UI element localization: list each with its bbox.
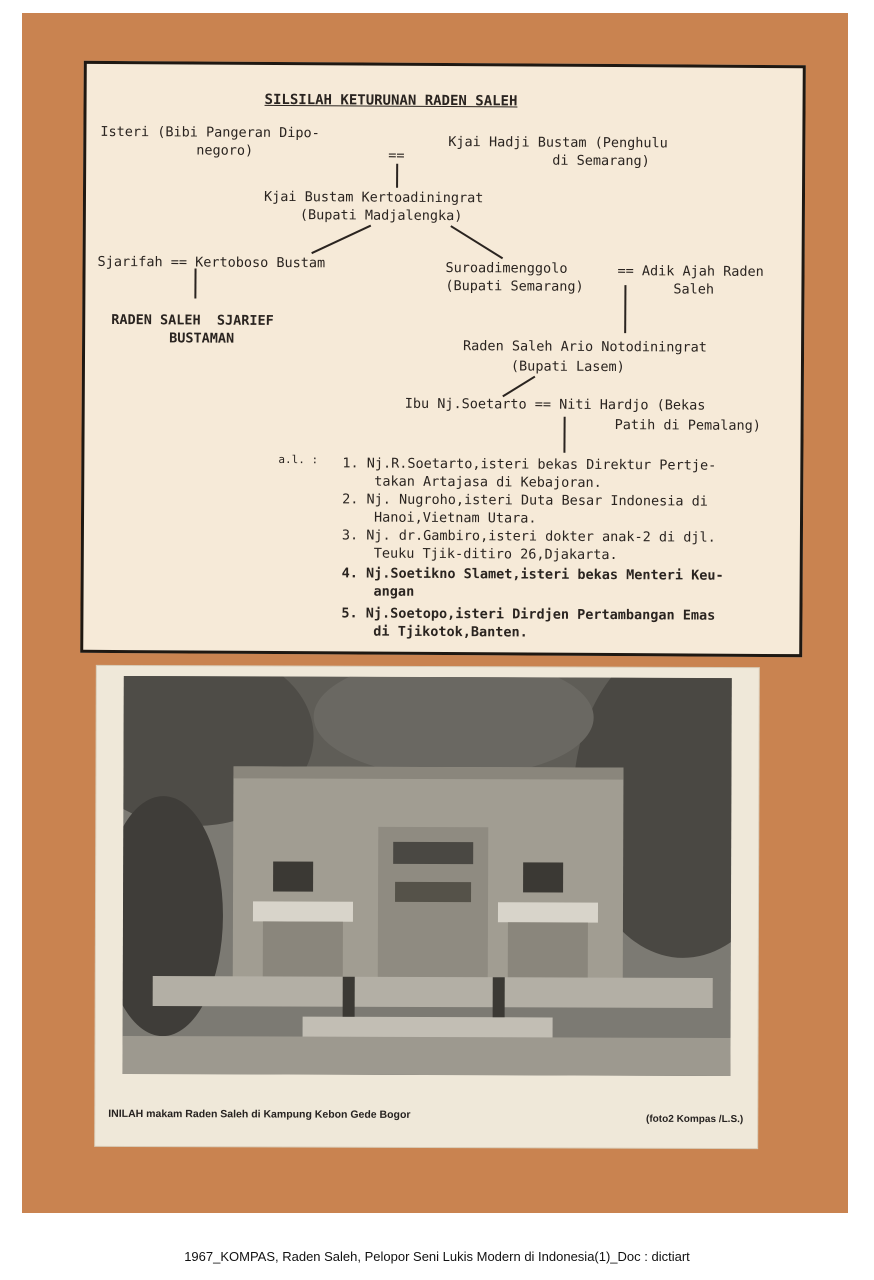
isteri-line-2: negoro)	[196, 142, 254, 159]
kertoadiningrat-line-1: Kjai Bustam Kertoadiningrat	[263, 188, 484, 207]
genealogy-clipping	[80, 61, 806, 657]
soetarto-line-1: Ibu Nj.Soetarto == Niti Hardjo (Bekas	[404, 395, 706, 414]
sjarifah-line: Sjarifah == Kertoboso Bustam	[97, 253, 326, 272]
document-footer: 1967_KOMPAS, Raden Saleh, Pelopor Seni Lukis Modern di Indonesia(1)_Doc : dictiart	[184, 1249, 690, 1264]
child-3-line-1: 3. Nj. dr.Gambiro,isteri dokter anak-2 di djl.	[341, 527, 716, 546]
raden-saleh-line-1: RADEN SALEH SJARIEF	[111, 311, 274, 329]
raden-saleh-line-2: BUSTAMAN	[169, 330, 235, 347]
kertoadiningrat-line-2: (Bupati Madjalengka)	[299, 207, 463, 225]
genealogy-title: SILSILAH KETURUNAN RADEN SALEH	[264, 91, 518, 110]
suroadi-line-2: (Bupati Semarang)	[445, 278, 584, 295]
tomb-photo	[122, 676, 731, 1076]
ario-line-1: Raden Saleh Ario Notodiningrat	[463, 338, 707, 356]
soetarto-line-2: Patih di Pemalang)	[614, 417, 761, 434]
child-4-line-1: 4. Nj.Soetikno Slamet,isteri bekas Menteri Keu-	[341, 565, 724, 584]
kjai-hadji-line-1: Kjai Hadji Bustam (Penghulu	[448, 134, 668, 152]
child-2-line-2: Hanoi,Vietnam Utara.	[373, 509, 537, 527]
photo-clipping	[95, 666, 759, 1148]
isteri-line-1: Isteri (Bibi Pangeran Dipo-	[100, 123, 320, 142]
photo-credit: (foto2 Kompas /L.S.)	[646, 1113, 744, 1126]
child-1-line-2: takan Artajasa di Kebajoran.	[374, 473, 602, 491]
tomb-photo-illustration	[122, 676, 731, 1076]
child-5-line-1: 5. Nj.Soetopo,isteri Dirdjen Pertambangan Emas	[341, 605, 716, 624]
kjai-hadji-line-2: di Semarang)	[552, 152, 650, 170]
ario-line-2: (Bupati Lasem)	[510, 358, 625, 376]
child-3-line-2: Teuku Tjik-ditiro 26,Djakarta.	[373, 545, 618, 564]
child-4-line-2: angan	[373, 583, 415, 600]
child-5-line-2: di Tjikotok,Banten.	[373, 623, 528, 641]
photo-caption: INILAH makam Raden Saleh di Kampung Kebon Gede Bogor	[108, 1107, 411, 1121]
suroadi-line-1: Suroadimenggolo	[445, 260, 568, 277]
child-2-line-1: 2. Nj. Nugroho,isteri Duta Besar Indonesia di	[342, 491, 708, 510]
al-label: a.l. :	[278, 452, 319, 467]
child-1-line-1: 1. Nj.R.Soetarto,isteri bekas Direktur Pertje-	[342, 455, 717, 474]
adik-line-1: == Adik Ajah Raden	[617, 263, 764, 280]
marriage-sign: ==	[388, 147, 405, 164]
adik-line-2: Saleh	[673, 281, 715, 298]
